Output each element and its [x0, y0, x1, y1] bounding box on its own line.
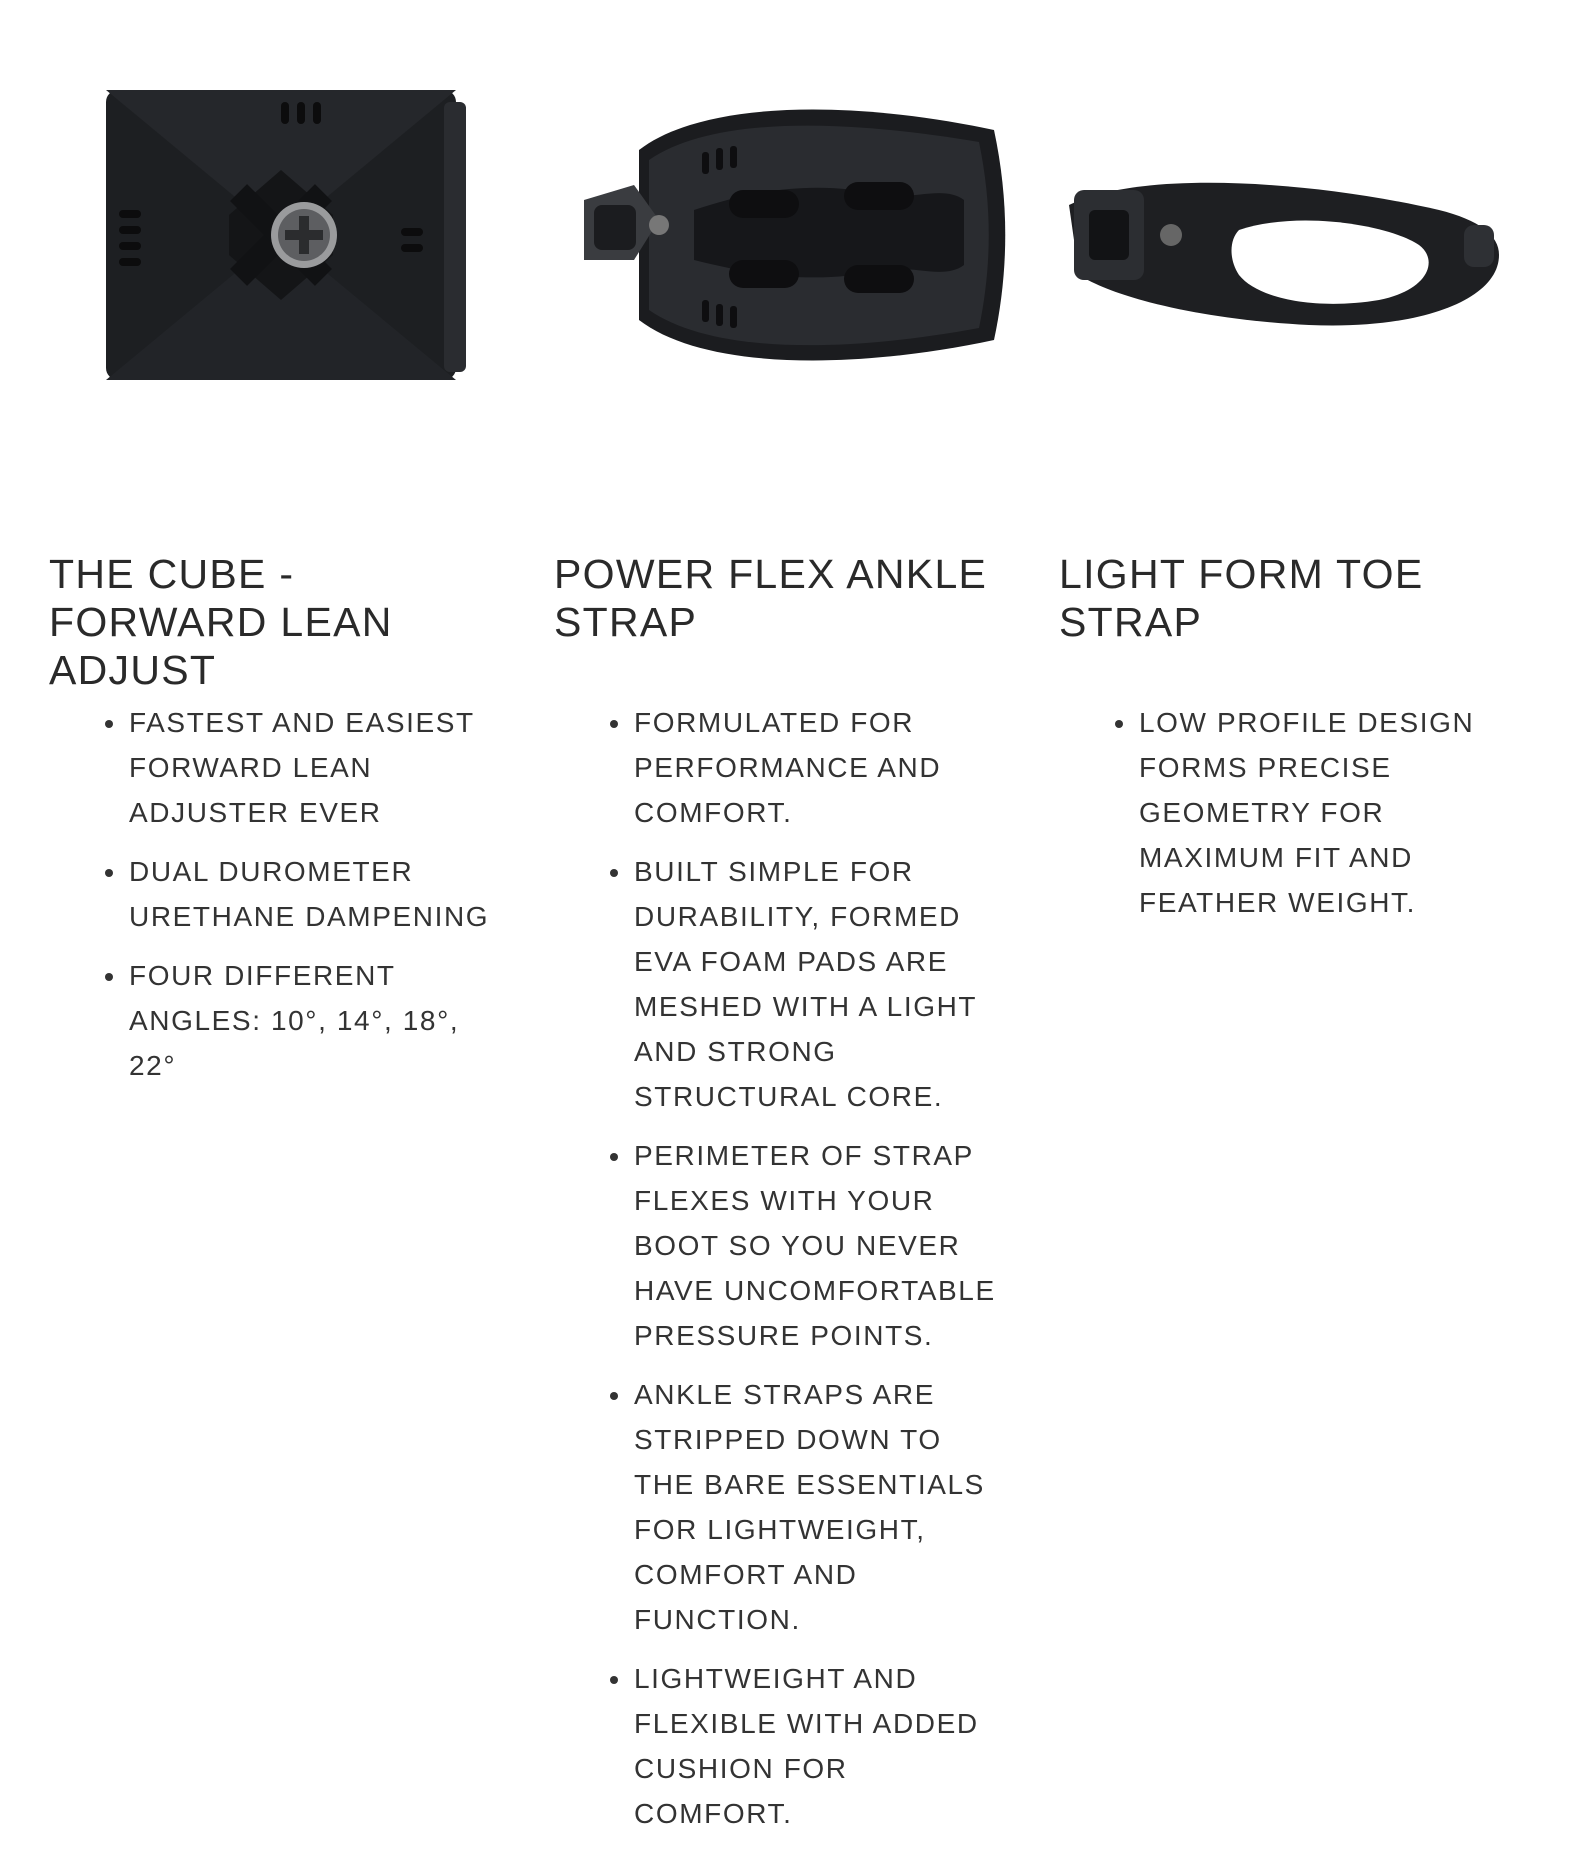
bullet-icon — [610, 1153, 618, 1161]
list-item: ANKLE STRAPS ARE STRIPPED DOWN TO THE BARE ESSENTIALS FOR LIGHTWEIGHT, COMFORT AND FUNCTION. — [554, 1372, 1004, 1642]
forward-lean-cube-image — [49, 60, 519, 400]
feature-list — [49, 700, 499, 1102]
feature-title: THE CUBE - FORWARD LEAN ADJUST — [49, 551, 393, 693]
list-item: DUAL DUROMETER URETHANE DAMPENING — [49, 849, 499, 939]
list-item: FORMULATED FOR PERFORMANCE AND COMFORT. — [554, 700, 1004, 835]
list-item: LOW PROFILE DESIGN FORMS PRECISE GEOMETRY FOR MAXIMUM FIT AND FEATHER WEIGHT. — [1059, 700, 1509, 925]
bullet-icon — [1115, 720, 1123, 728]
list-item: FASTEST AND EASIEST FORWARD LEAN ADJUSTER EVER — [49, 700, 499, 835]
bullet-icon — [610, 1392, 618, 1400]
bullet-icon — [610, 1676, 618, 1684]
list-item: FOUR DIFFERENT ANGLES: 10°, 14°, 18°, 22° — [49, 953, 499, 1088]
feature-list — [554, 700, 1004, 1850]
list-item: LIGHTWEIGHT AND FLEXIBLE WITH ADDED CUSHION FOR COMFORT. — [554, 1656, 1004, 1836]
feature-title: POWER FLEX ANKLE STRAP — [554, 551, 988, 645]
feature-list — [1059, 700, 1509, 939]
toe-strap-image — [1059, 60, 1529, 400]
bullet-icon — [105, 720, 113, 728]
bullet-icon — [105, 973, 113, 981]
bullet-icon — [610, 869, 618, 877]
feature-title: LIGHT FORM TOE STRAP — [1059, 551, 1424, 645]
list-item: PERIMETER OF STRAP FLEXES WITH YOUR BOOT SO YOU NEVER HAVE UNCOMFORTABLE PRESSURE POINTS. — [554, 1133, 1004, 1358]
ankle-strap-image — [554, 60, 1024, 400]
bullet-icon — [105, 869, 113, 877]
bullet-icon — [610, 720, 618, 728]
list-item: BUILT SIMPLE FOR DURABILITY, FORMED EVA FOAM PADS ARE MESHED WITH A LIGHT AND STRONG STRUCTURAL CORE. — [554, 849, 1004, 1119]
